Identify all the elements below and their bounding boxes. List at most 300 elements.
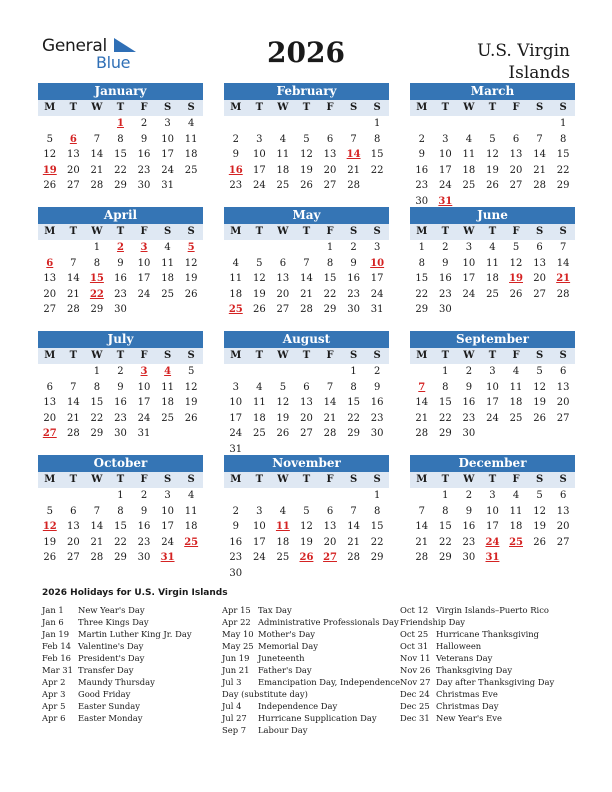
day-cell: 1 [93, 242, 101, 253]
day-cell: 6 [303, 381, 310, 393]
weekday-label: S [535, 350, 544, 361]
day-cell: 30 [114, 428, 127, 439]
empty-day-cell [342, 488, 366, 504]
day-cell: 6 [536, 242, 543, 253]
weekday-header [38, 472, 203, 488]
day-cell: 28 [323, 428, 337, 439]
day-cell: 2 [465, 490, 473, 501]
day-cell: 24 [438, 180, 452, 191]
day-cell: 3 [164, 490, 171, 501]
day-cell: 21 [347, 164, 360, 176]
day-cell: 9 [140, 505, 148, 517]
holiday-item [400, 712, 554, 724]
day-grid [224, 488, 389, 581]
day-cell: 26 [184, 288, 198, 300]
month-title: May [224, 207, 389, 224]
day-cell: 18 [252, 412, 266, 424]
weekday-label: F [326, 474, 334, 485]
day-cell: 15 [347, 397, 360, 408]
empty-day-cell [224, 240, 248, 256]
day-cell: 2 [373, 366, 381, 377]
weekday-label: M [44, 474, 56, 485]
day-cell: 21 [323, 412, 337, 424]
holiday-day-cell: 15 [89, 273, 104, 284]
day-cell: 20 [66, 164, 80, 176]
holiday-day-cell: 21 [556, 273, 571, 284]
region-name [420, 40, 570, 84]
month-august [224, 331, 389, 457]
holiday-name: Valentine's Day [78, 641, 144, 651]
day-cell: 5 [46, 505, 53, 517]
day-cell: 7 [418, 505, 425, 517]
day-cell: 18 [276, 164, 290, 176]
day-cell: 10 [161, 505, 174, 517]
weekday-label: M [416, 102, 428, 113]
day-cell: 4 [256, 381, 263, 393]
day-cell: 4 [512, 490, 520, 501]
day-cell: 29 [347, 428, 360, 439]
day-cell: 6 [70, 505, 77, 517]
day-cell: 2 [442, 242, 449, 253]
day-cell: 16 [137, 149, 151, 160]
month-february [224, 83, 389, 194]
holiday-name: Emancipation Day, Independence [258, 677, 401, 687]
day-grid [38, 240, 203, 318]
weekday-label: W [91, 474, 103, 485]
weekday-header [224, 472, 389, 488]
holiday-name: Juneteenth [258, 653, 305, 663]
day-cell: 16 [462, 521, 476, 532]
day-cell: 1 [418, 242, 425, 253]
day-cell: 12 [43, 149, 57, 160]
day-cell: 7 [70, 381, 77, 393]
day-cell: 27 [66, 180, 80, 191]
holiday-item [400, 628, 554, 640]
day-cell: 27 [43, 304, 57, 315]
holiday-name: Martin Luther King Jr. Day [78, 629, 192, 639]
day-cell: 23 [229, 552, 243, 563]
day-cell: 25 [252, 428, 266, 439]
day-cell: 12 [509, 257, 523, 269]
holiday-date: Dec 31 [400, 713, 430, 723]
day-cell: 15 [438, 521, 452, 532]
day-cell: 30 [438, 304, 452, 315]
day-cell: 14 [533, 149, 546, 160]
weekday-label: F [140, 226, 148, 237]
holiday-item [42, 628, 192, 640]
day-cell: 23 [229, 180, 243, 191]
holiday-date: Feb 16 [42, 653, 71, 663]
holiday-day-cell: 31 [160, 552, 175, 563]
weekday-label: T [255, 474, 264, 485]
day-cell: 27 [533, 288, 546, 300]
day-cell: 28 [347, 552, 360, 563]
holiday-day-cell: 6 [69, 133, 77, 145]
day-cell: 26 [252, 304, 266, 315]
holiday-item [222, 604, 400, 616]
month-january [38, 83, 203, 194]
empty-day-cell [248, 240, 272, 256]
weekday-header [224, 348, 389, 364]
day-cell: 5 [303, 133, 310, 145]
holiday-name: Day after Thanksgiving Day [436, 677, 555, 687]
weekday-label: F [140, 350, 148, 361]
day-cell: 21 [415, 412, 429, 424]
holiday-day-cell: 26 [299, 552, 314, 563]
day-cell: 30 [415, 195, 429, 207]
weekday-header [410, 472, 575, 488]
day-cell: 28 [533, 180, 546, 191]
day-cell: 2 [350, 242, 357, 253]
day-cell: 8 [373, 133, 381, 145]
day-cell: 22 [114, 536, 127, 548]
empty-day-cell [410, 364, 434, 380]
day-cell: 7 [70, 257, 77, 269]
empty-day-cell [85, 116, 109, 132]
month-title: June [410, 207, 575, 224]
day-cell: 18 [509, 397, 523, 408]
day-cell: 17 [137, 273, 151, 284]
day-cell: 26 [43, 180, 57, 191]
day-cell: 23 [438, 288, 452, 300]
day-cell: 6 [326, 505, 334, 517]
day-cell: 30 [370, 428, 384, 439]
day-grid [410, 116, 575, 209]
weekday-label: W [463, 102, 475, 113]
day-cell: 1 [559, 118, 567, 129]
holiday-date: Jan 19 [42, 629, 70, 639]
day-cell: 18 [161, 397, 174, 408]
empty-day-cell [38, 488, 62, 504]
holiday-day-cell: 4 [164, 366, 172, 377]
day-cell: 11 [509, 505, 523, 517]
day-cell: 22 [556, 164, 570, 176]
empty-day-cell [85, 488, 109, 504]
day-cell: 19 [43, 536, 57, 548]
day-cell: 15 [114, 521, 127, 532]
day-cell: 25 [161, 412, 174, 424]
holiday-date: Jul 27 [222, 713, 247, 723]
holiday-date: Apr 5 [42, 701, 66, 711]
weekday-label: T [255, 102, 264, 113]
weekday-label: S [559, 102, 567, 113]
day-cell: 14 [556, 257, 570, 269]
day-cell: 13 [556, 505, 570, 517]
holiday-day-cell: 25 [509, 536, 523, 548]
day-cell: 3 [489, 366, 496, 377]
day-cell: 7 [326, 381, 334, 393]
day-cell: 29 [323, 304, 337, 315]
day-cell: 12 [300, 521, 313, 532]
day-cell: 5 [187, 366, 195, 377]
day-cell: 18 [229, 288, 243, 300]
empty-day-cell [318, 116, 342, 132]
day-cell: 9 [117, 381, 124, 393]
holiday-date: Feb 14 [42, 641, 71, 651]
day-cell: 27 [276, 304, 290, 315]
weekday-label: T [488, 102, 497, 113]
weekday-header [38, 348, 203, 364]
day-cell: 11 [276, 149, 290, 160]
day-cell: 25 [509, 412, 523, 424]
weekday-label: T [441, 226, 450, 237]
month-title: February [224, 83, 389, 100]
holiday-date: May 25 [222, 641, 254, 651]
holiday-item [222, 700, 400, 712]
day-cell: 14 [66, 273, 80, 284]
day-cell: 16 [438, 273, 452, 284]
holiday-item [42, 688, 192, 700]
holiday-date: Apr 3 [42, 689, 66, 699]
day-cell: 15 [556, 149, 570, 160]
day-cell: 29 [370, 552, 384, 563]
day-cell: 22 [438, 536, 452, 548]
day-cell: 14 [300, 273, 313, 284]
day-cell: 7 [350, 133, 357, 145]
weekday-label: M [44, 350, 56, 361]
day-cell: 10 [161, 133, 174, 145]
day-cell: 23 [462, 412, 476, 424]
empty-day-cell [271, 116, 295, 132]
day-cell: 11 [161, 381, 174, 393]
weekday-label: S [163, 350, 172, 361]
day-cell: 29 [438, 552, 452, 563]
day-cell: 4 [232, 257, 239, 269]
holiday-day-cell: 16 [228, 164, 243, 176]
day-cell: 24 [252, 180, 266, 191]
day-cell: 8 [442, 505, 449, 517]
holiday-name: Thanksgiving Day [436, 665, 513, 675]
empty-day-cell [224, 116, 248, 132]
day-grid [38, 364, 203, 442]
day-cell: 23 [347, 288, 360, 300]
holiday-name: President's Day [78, 653, 145, 663]
day-cell: 19 [300, 536, 313, 548]
day-cell: 9 [418, 149, 425, 160]
holiday-date: Jun 21 [222, 665, 250, 675]
day-cell: 13 [323, 149, 337, 160]
empty-day-cell [38, 240, 62, 256]
holiday-date: Mar 31 [42, 665, 73, 675]
day-cell: 1 [93, 366, 101, 377]
holiday-item [42, 652, 192, 664]
holiday-name: Hurricane Thanksgiving [436, 629, 540, 639]
weekday-label: W [91, 226, 103, 237]
day-cell: 13 [300, 397, 313, 408]
holiday-date: Oct 31 [400, 641, 429, 651]
holiday-day-cell: 10 [370, 257, 385, 269]
weekday-label: S [373, 350, 381, 361]
day-grid [38, 488, 203, 566]
holiday-item [400, 664, 554, 676]
day-cell: 25 [161, 288, 174, 300]
weekday-label: F [140, 102, 148, 113]
holiday-name: Labour Day [258, 725, 308, 735]
region-line-2: Islands [508, 63, 570, 83]
day-grid [410, 240, 575, 318]
empty-day-cell [271, 240, 295, 256]
holiday-date: Oct 25 [400, 629, 429, 639]
holiday-day-cell: 3 [140, 242, 148, 253]
day-cell: 13 [556, 381, 570, 393]
day-cell: 28 [415, 552, 429, 563]
day-cell: 4 [187, 490, 195, 501]
month-april [38, 207, 203, 318]
weekday-label: T [441, 102, 450, 113]
day-cell: 22 [438, 412, 452, 424]
day-cell: 4 [279, 505, 287, 517]
day-cell: 25 [486, 288, 499, 300]
day-cell: 10 [252, 521, 266, 532]
holiday-date: Dec 25 [400, 701, 430, 711]
day-cell: 28 [556, 288, 570, 300]
day-cell: 19 [300, 164, 313, 176]
day-cell: 21 [300, 288, 313, 300]
day-cell: 23 [137, 536, 151, 548]
weekday-label: T [255, 350, 264, 361]
holiday-item [222, 640, 400, 652]
holiday-day-cell: 19 [509, 273, 523, 284]
day-grid [410, 488, 575, 566]
month-title: April [38, 207, 203, 224]
logo-blue-text: Blue [96, 53, 131, 72]
holiday-day-cell: 1 [116, 118, 124, 129]
day-cell: 17 [370, 273, 384, 284]
day-cell: 22 [370, 164, 384, 176]
weekday-label: W [277, 474, 289, 485]
weekday-label: S [187, 350, 195, 361]
day-cell: 26 [509, 288, 523, 300]
day-cell: 10 [438, 149, 452, 160]
day-cell: 24 [137, 288, 151, 300]
day-cell: 29 [114, 180, 127, 191]
day-cell: 22 [90, 412, 104, 424]
day-cell: 7 [93, 505, 101, 517]
day-cell: 28 [90, 180, 104, 191]
weekday-label: S [535, 102, 544, 113]
empty-day-cell [318, 488, 342, 504]
month-june [410, 207, 575, 318]
day-cell: 1 [350, 366, 357, 377]
day-cell: 8 [326, 257, 334, 269]
day-cell: 24 [137, 412, 151, 424]
day-cell: 16 [462, 397, 476, 408]
day-cell: 18 [462, 164, 476, 176]
day-cell: 12 [300, 149, 313, 160]
month-november [224, 455, 389, 581]
day-cell: 3 [164, 118, 171, 129]
holiday-date: Jul 4 [222, 701, 242, 711]
weekday-label: M [416, 474, 428, 485]
day-cell: 9 [232, 149, 239, 160]
day-cell: 20 [66, 536, 80, 548]
month-title: August [224, 331, 389, 348]
day-cell: 3 [232, 381, 239, 393]
weekday-label: T [69, 350, 78, 361]
day-cell: 20 [556, 521, 570, 532]
empty-day-cell [224, 364, 248, 380]
day-cell: 15 [90, 397, 104, 408]
day-cell: 19 [533, 521, 546, 532]
day-cell: 13 [323, 521, 337, 532]
holiday-date: Nov 11 [400, 653, 431, 663]
empty-day-cell [528, 116, 552, 132]
day-cell: 12 [533, 505, 546, 517]
weekday-label: T [116, 474, 125, 485]
day-cell: 7 [350, 505, 357, 517]
day-cell: 17 [137, 397, 151, 408]
weekday-label: M [230, 226, 242, 237]
day-cell: 11 [252, 397, 266, 408]
day-cell: 29 [90, 428, 104, 439]
day-cell: 4 [164, 242, 171, 253]
empty-day-cell [62, 240, 86, 256]
holiday-day-cell: 11 [275, 521, 290, 532]
weekday-header [38, 100, 203, 116]
day-cell: 11 [462, 149, 476, 160]
holiday-date: Apr 6 [42, 713, 66, 723]
month-title: March [410, 83, 575, 100]
day-cell: 26 [533, 412, 546, 424]
holiday-name: Transfer Day [78, 665, 134, 675]
day-cell: 6 [559, 490, 567, 501]
weekday-label: S [163, 474, 172, 485]
day-cell: 17 [229, 412, 243, 424]
day-cell: 19 [252, 288, 266, 300]
day-cell: 14 [90, 149, 104, 160]
holiday-name: Independence Day [258, 701, 338, 711]
weekday-label: S [559, 350, 567, 361]
month-september [410, 331, 575, 442]
day-cell: 24 [252, 552, 266, 563]
weekday-label: S [187, 102, 195, 113]
day-cell: 26 [300, 180, 313, 191]
calendar-year: 2026 [267, 36, 345, 69]
weekday-label: W [463, 226, 475, 237]
empty-day-cell [271, 364, 295, 380]
day-cell: 24 [161, 536, 174, 548]
holiday-name: Christmas Eve [436, 689, 498, 699]
weekday-label: T [441, 474, 450, 485]
day-cell: 2 [140, 118, 148, 129]
empty-day-cell [62, 116, 86, 132]
month-title: December [410, 455, 575, 472]
day-cell: 9 [117, 257, 124, 269]
day-cell: 1 [326, 242, 334, 253]
day-cell: 8 [418, 257, 425, 269]
empty-day-cell [410, 488, 434, 504]
day-cell: 5 [279, 381, 287, 393]
day-cell: 17 [252, 536, 266, 548]
day-cell: 9 [465, 505, 473, 517]
day-cell: 9 [350, 257, 357, 269]
day-cell: 31 [229, 443, 243, 455]
holiday-item [222, 724, 400, 736]
weekday-label: T [69, 226, 78, 237]
day-cell: 14 [66, 397, 80, 408]
day-cell: 28 [90, 552, 104, 563]
holiday-day-cell: 25 [228, 304, 243, 315]
day-cell: 8 [559, 133, 567, 145]
day-cell: 19 [533, 397, 546, 408]
day-grid [410, 364, 575, 442]
day-cell: 12 [276, 397, 290, 408]
day-cell: 29 [415, 304, 429, 315]
holiday-name: Three Kings Day [78, 617, 149, 627]
holiday-date: Nov 27 [400, 677, 431, 687]
day-cell: 22 [347, 412, 360, 424]
day-cell: 8 [350, 381, 357, 393]
